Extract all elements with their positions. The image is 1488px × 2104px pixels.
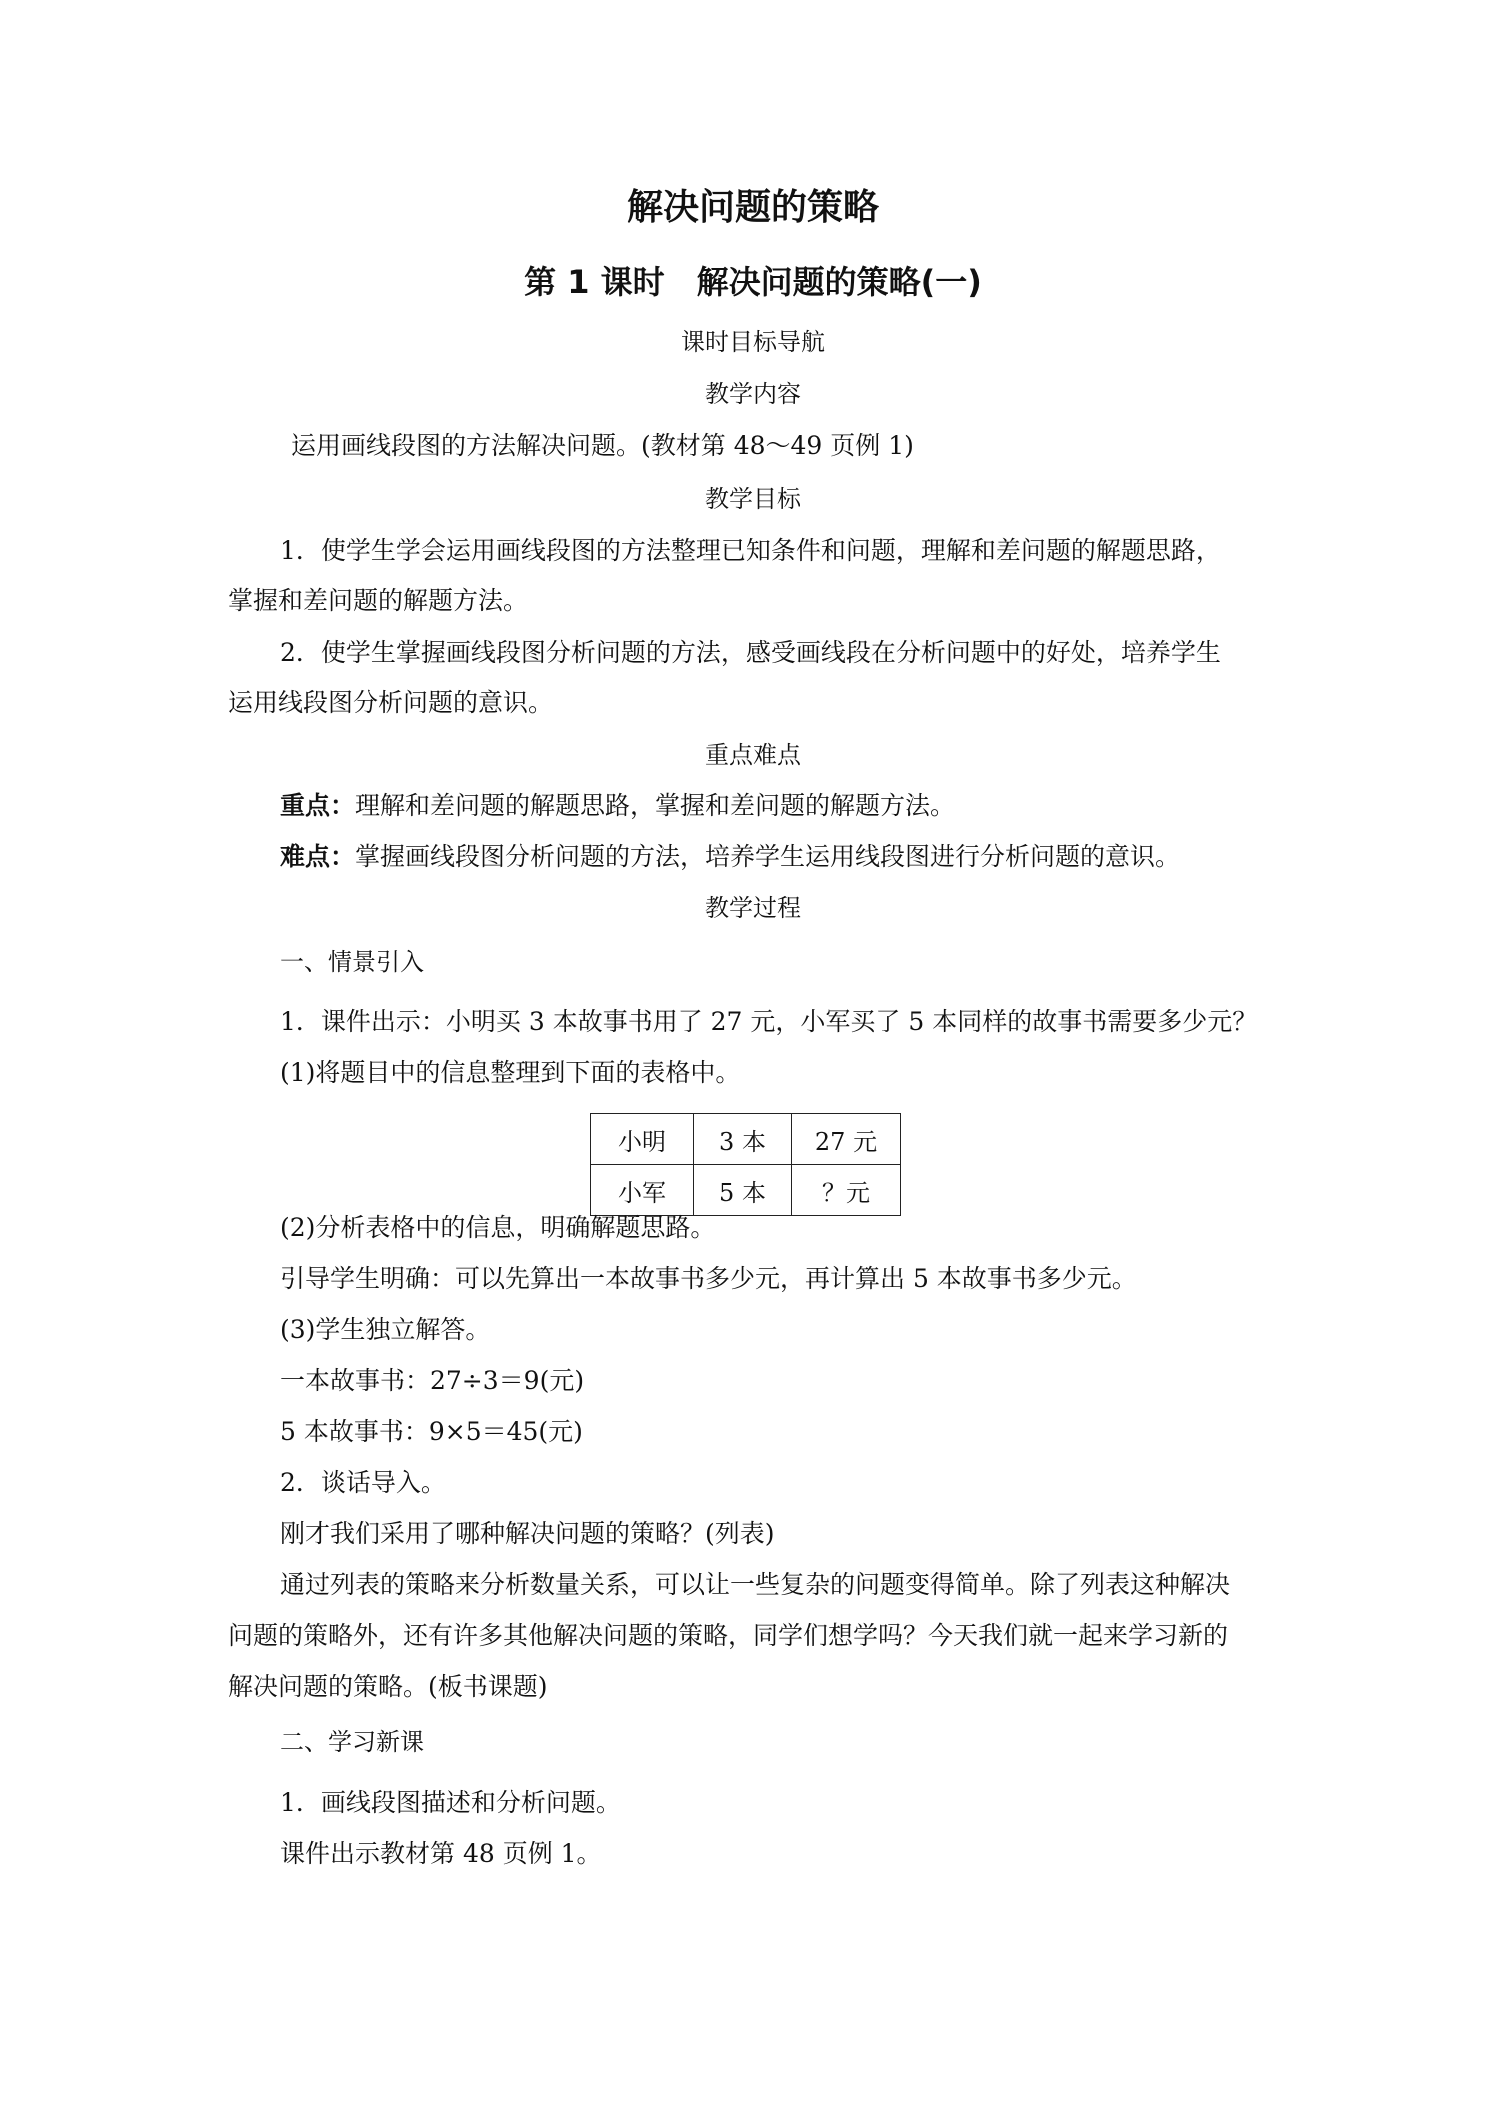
section2-text: 课件出示教材第 48 页例 1。 (280, 1839, 602, 1868)
section1-para-line3: 解决问题的策略。(板书课题) (228, 1672, 548, 1701)
heading-keypoints: 重点难点 (705, 741, 801, 769)
page-title: 解决问题的策略 (626, 187, 879, 228)
difficulty-label: 难点： (280, 842, 356, 871)
heading-nav: 课时目标导航 (681, 328, 825, 356)
heading-process: 教学过程 (705, 894, 801, 922)
section1-step2: (2)分析表格中的信息，明确解题思路。 (280, 1213, 716, 1242)
goal2-line1: 2．使学生掌握画线段图分析问题的方法，感受画线段在分析问题中的好处，培养学生 (280, 638, 1221, 667)
table-cell: 小军 (591, 1165, 694, 1216)
section1-para-line1: 通过列表的策略来分析数量关系，可以让一些复杂的问题变得简单。除了列表这种解决 (280, 1570, 1231, 1599)
goal1-line2: 掌握和差问题的解题方法。 (228, 586, 529, 615)
heading-content: 教学内容 (705, 380, 801, 408)
lesson-subtitle: 第 1 课时 解决问题的策略(一) (524, 263, 982, 301)
section1-para-line2: 问题的策略外，还有许多其他解决问题的策略，同学们想学吗？今天我们就一起来学习新的 (228, 1621, 1229, 1650)
info-table (590, 1113, 901, 1216)
goal1-line1: 1．使学生学会运用画线段图的方法整理已知条件和问题，理解和差问题的解题思路， (280, 536, 1221, 565)
section1-item2: 2．谈话导入。 (280, 1468, 446, 1497)
section2-heading: 二、学习新课 (280, 1728, 424, 1756)
difficulty-text: 掌握画线段图分析问题的方法，培养学生运用线段图进行分析问题的意识。 (355, 842, 1181, 871)
section1-calc1: 一本故事书：27÷3＝9(元) (280, 1366, 585, 1395)
heading-goals: 教学目标 (705, 485, 801, 513)
difficulty-line (228, 840, 1330, 874)
section1-item1: 1．课件出示：小明买 3 本故事书用了 27 元，小军买了 5 本同样的故事书需要多少元？ (280, 1007, 1258, 1036)
goal2-line2: 运用线段图分析问题的意识。 (228, 688, 554, 717)
content-text: 运用画线段图的方法解决问题。(教材第 48～49 页例 1) (291, 431, 914, 460)
keypoint-line (228, 789, 1330, 823)
table-cell: 5 本 (694, 1165, 792, 1216)
section1-question: 刚才我们采用了哪种解决问题的策略？(列表) (280, 1519, 775, 1548)
table-cell: 27 元 (792, 1114, 901, 1165)
table-cell: 3 本 (694, 1114, 792, 1165)
section1-heading: 一、情景引入 (280, 948, 424, 976)
table-row (591, 1165, 901, 1216)
table-row (591, 1114, 901, 1165)
section1-calc2: 5 本故事书：9×5＝45(元) (280, 1417, 583, 1446)
keypoint-text: 理解和差问题的解题思路，掌握和差问题的解题方法。 (355, 791, 956, 820)
section1-step1: (1)将题目中的信息整理到下面的表格中。 (280, 1058, 741, 1087)
table-cell: ？元 (792, 1165, 901, 1216)
section1-step3: (3)学生独立解答。 (280, 1315, 491, 1344)
section1-guide: 引导学生明确：可以先算出一本故事书多少元，再计算出 5 本故事书多少元。 (280, 1264, 1137, 1293)
keypoint-label: 重点： (280, 791, 356, 820)
section2-item1: 1．画线段图描述和分析问题。 (280, 1788, 621, 1817)
table-cell: 小明 (591, 1114, 694, 1165)
